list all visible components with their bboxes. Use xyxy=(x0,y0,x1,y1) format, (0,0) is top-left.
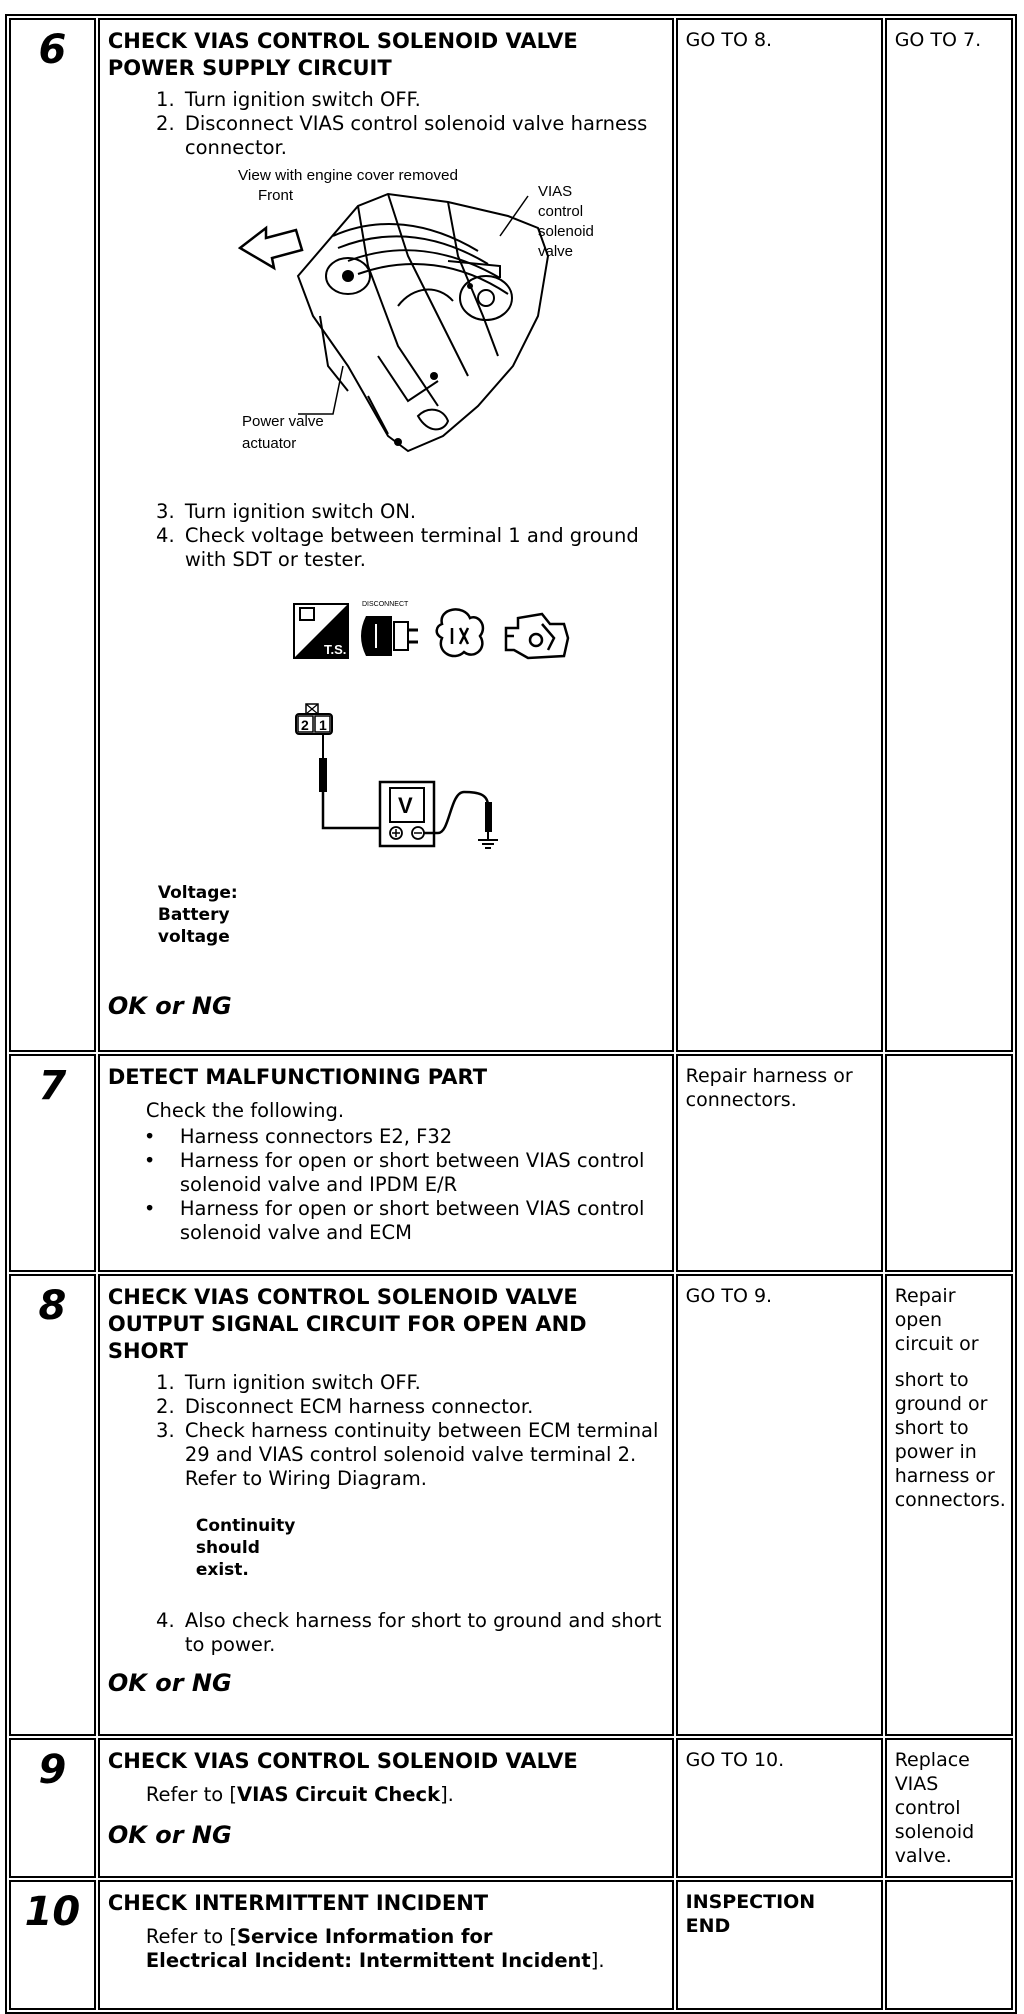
step-body xyxy=(98,1274,674,1736)
ok-or-ng-label: OK or NG xyxy=(107,1669,232,1697)
check-item: • Harness for open or short between VIAS control solenoid valve and IPDM E/R xyxy=(178,1149,664,1197)
step-title xyxy=(108,1284,664,1365)
step-row-10 xyxy=(9,1880,1013,2010)
result-line: connectors. xyxy=(685,1089,797,1111)
ok-result: GO TO 8. xyxy=(676,18,883,1052)
specification xyxy=(196,1515,664,1581)
spec-line: should xyxy=(195,1538,260,1558)
step-title-line: CHECK VIAS CONTROL SOLENOID VALVE xyxy=(107,29,578,53)
result-line: harness or xyxy=(894,1465,995,1487)
ng-result xyxy=(885,1880,1013,2010)
reference-prefix: Refer to [ xyxy=(145,1783,237,1806)
ok-or-ng-label: OK or NG xyxy=(107,992,232,1020)
step-reference xyxy=(108,1783,664,1807)
disconnect-connector-icon xyxy=(361,601,418,656)
ok-result: GO TO 9. xyxy=(676,1274,883,1736)
tool-icon-strip xyxy=(292,594,612,668)
step-title-line: CHECK VIAS CONTROL SOLENOID VALVE xyxy=(107,1285,578,1309)
ts-label: T.S. xyxy=(323,642,347,657)
front-label: Front xyxy=(257,187,293,204)
intermittent-incident-link[interactable]: Electrical Incident: Intermittent Incident xyxy=(145,1949,591,1972)
procedure-list xyxy=(108,88,664,160)
step-number: 8 xyxy=(9,1274,96,1736)
ng-result: GO TO 7. xyxy=(885,18,1013,1052)
reference-suffix: ]. xyxy=(440,1783,454,1806)
vias-label: solenoid xyxy=(537,223,594,240)
terminal-2-label: 2 xyxy=(300,717,309,733)
result-line: ground or xyxy=(894,1393,988,1415)
ok-result xyxy=(676,1880,883,2010)
procedure-step: 4. Check voltage between terminal 1 and ground with SDT or tester. xyxy=(181,524,664,572)
result-line: valve. xyxy=(894,1845,952,1867)
ground-icon xyxy=(478,832,498,848)
engine-illustration xyxy=(238,166,638,476)
procedure-step: 3. Turn ignition switch ON. xyxy=(181,500,664,524)
vias-circuit-check-link[interactable]: VIAS Circuit Check xyxy=(237,1783,441,1806)
step-reference xyxy=(108,1925,664,1973)
step-row-9 xyxy=(9,1738,1013,1878)
result-line: power in xyxy=(894,1441,977,1463)
step-body xyxy=(98,1054,674,1272)
result-line: control xyxy=(894,1797,961,1819)
vias-label: control xyxy=(537,203,583,220)
step-title: CHECK VIAS CONTROL SOLENOID VALVE xyxy=(107,1749,578,1773)
step-title xyxy=(108,28,664,82)
reference-prefix: Refer to [ xyxy=(145,1925,237,1948)
check-item: • Harness connectors E2, F32 xyxy=(178,1125,664,1149)
spec-line: voltage xyxy=(157,927,230,947)
vias-label: VIAS xyxy=(537,183,573,200)
procedure-list xyxy=(108,1371,664,1491)
result-line: Repair xyxy=(894,1285,956,1307)
service-information-link[interactable]: Service Information for xyxy=(237,1925,493,1948)
procedure-step: 2. Disconnect ECM harness connector. xyxy=(181,1395,664,1419)
voltmeter-icon xyxy=(380,782,434,846)
procedure-list xyxy=(108,500,664,572)
ng-result xyxy=(885,1738,1013,1878)
check-item: • Harness for open or short between VIAS control solenoid valve and ECM xyxy=(178,1197,664,1245)
procedure-step xyxy=(181,1419,664,1491)
ng-result xyxy=(885,1054,1013,1272)
ignition-on-icon xyxy=(437,609,483,656)
voltage-measurement-diagram xyxy=(292,702,532,852)
step-title-line: SHORT xyxy=(107,1339,188,1363)
result-line: short to xyxy=(894,1369,969,1391)
step-body xyxy=(98,1880,674,2010)
ok-or-ng-label: OK or NG xyxy=(107,1821,232,1849)
result-line: short to xyxy=(894,1417,969,1439)
result-line: circuit or xyxy=(894,1333,979,1355)
ok-result: GO TO 10. xyxy=(676,1738,883,1878)
procedure-step: 1. Turn ignition switch OFF. xyxy=(181,88,664,112)
front-arrow-icon xyxy=(240,228,302,268)
power-valve-label: actuator xyxy=(241,435,297,452)
reference-suffix: ]. xyxy=(590,1949,605,1972)
result-line: Repair harness or xyxy=(685,1065,853,1087)
result-line: INSPECTION xyxy=(685,1891,816,1913)
step-title: DETECT MALFUNCTIONING PART xyxy=(107,1065,488,1089)
step-title: CHECK INTERMITTENT INCIDENT xyxy=(107,1891,489,1915)
vias-label: valve xyxy=(537,243,573,260)
procedure-list xyxy=(108,1609,664,1657)
specification xyxy=(158,882,664,948)
step-title-line: OUTPUT SIGNAL CIRCUIT FOR OPEN AND xyxy=(107,1312,587,1336)
spec-line: Voltage: xyxy=(157,883,238,903)
engine-icon xyxy=(506,614,568,658)
result-line: solenoid xyxy=(894,1821,975,1843)
result-line: Replace xyxy=(894,1749,970,1771)
spec-line: Battery xyxy=(157,905,230,925)
ng-result xyxy=(885,1274,1013,1736)
trouble-shooting-icon xyxy=(294,604,348,658)
figure-caption: View with engine cover removed xyxy=(237,167,458,184)
step-number: 10 xyxy=(9,1880,96,2010)
ok-result xyxy=(676,1054,883,1272)
procedure-text: Check harness continuity between ECM terminal 29 and VIAS control solenoid valve terminal 2. xyxy=(184,1419,659,1466)
step-row-8 xyxy=(9,1274,1013,1736)
diagnostic-steps-table xyxy=(5,14,1017,2014)
spec-line: exist. xyxy=(195,1560,249,1580)
disconnect-label: DISCONNECT xyxy=(361,601,409,608)
result-line: open xyxy=(894,1309,943,1331)
step-number: 7 xyxy=(9,1054,96,1272)
step-body xyxy=(98,1738,674,1878)
step-number: 6 xyxy=(9,18,96,1052)
step-number: 9 xyxy=(9,1738,96,1878)
harness-connector-icon xyxy=(296,704,332,734)
result-line: connectors. xyxy=(894,1489,1006,1511)
result-line: END xyxy=(685,1915,731,1937)
result-line: VIAS xyxy=(894,1773,939,1795)
procedure-step: 1. Turn ignition switch OFF. xyxy=(181,1371,664,1395)
terminal-1-label: 1 xyxy=(318,717,327,733)
wiring-diagram-reference: Refer to Wiring Diagram. xyxy=(184,1467,427,1490)
power-valve-label: Power valve xyxy=(241,413,324,430)
spec-line: Continuity xyxy=(195,1516,296,1536)
check-list xyxy=(108,1125,664,1245)
step-title-line: POWER SUPPLY CIRCUIT xyxy=(107,56,392,80)
probe xyxy=(319,758,327,792)
step-row-6 xyxy=(9,18,1013,1052)
procedure-step: 2. Disconnect VIAS control solenoid valve harness connector. xyxy=(181,112,664,160)
procedure-step: 4. Also check harness for short to ground and short to power. xyxy=(181,1609,664,1657)
step-row-7 xyxy=(9,1054,1013,1272)
step-body xyxy=(98,18,674,1052)
step-intro: Check the following. xyxy=(145,1099,345,1122)
meter-letter: V xyxy=(397,793,413,818)
